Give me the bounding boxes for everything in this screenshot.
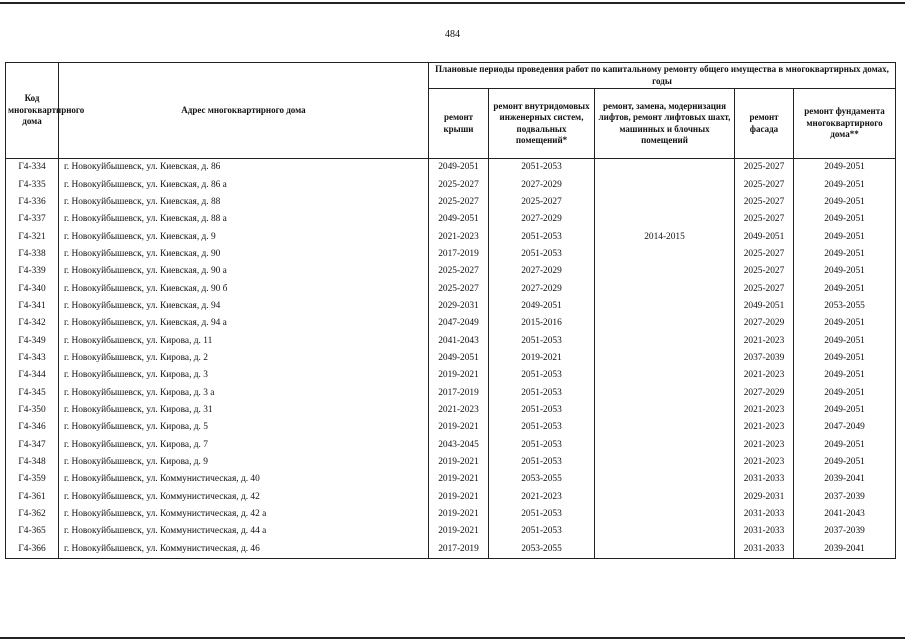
cell-code: Г4-339 xyxy=(6,263,59,280)
cell-roof: 2019-2021 xyxy=(429,454,489,471)
cell-address: г. Новокуйбышевск, ул. Киевская, д. 94 xyxy=(59,298,429,315)
cell-systems: 2051-2053 xyxy=(489,506,595,523)
cell-roof: 2025-2027 xyxy=(429,176,489,193)
cell-code: Г4-338 xyxy=(6,246,59,263)
cell-facade: 2025-2027 xyxy=(735,176,794,193)
cell-elevators xyxy=(595,315,735,332)
table-row xyxy=(6,211,896,228)
table-row xyxy=(6,489,896,506)
cell-foundation: 2049-2051 xyxy=(794,437,896,454)
cell-facade: 2025-2027 xyxy=(735,211,794,228)
cell-roof: 2021-2023 xyxy=(429,402,489,419)
cell-code: Г4-359 xyxy=(6,471,59,488)
cell-roof: 2049-2051 xyxy=(429,159,489,177)
cell-facade: 2021-2023 xyxy=(735,332,794,349)
cell-foundation: 2049-2051 xyxy=(794,176,896,193)
cell-address: г. Новокуйбышевск, ул. Киевская, д. 94 а xyxy=(59,315,429,332)
header-roof: ремонт крыши xyxy=(429,89,489,159)
cell-elevators xyxy=(595,419,735,436)
cell-roof: 2029-2031 xyxy=(429,298,489,315)
cell-elevators xyxy=(595,402,735,419)
cell-elevators xyxy=(595,332,735,349)
cell-facade: 2025-2027 xyxy=(735,263,794,280)
table-row xyxy=(6,263,896,280)
cell-foundation: 2049-2051 xyxy=(794,384,896,401)
cell-code: Г4-336 xyxy=(6,194,59,211)
table-body xyxy=(6,159,896,559)
cell-roof: 2021-2023 xyxy=(429,228,489,245)
header-foundation: ремонт фундамента многоквартирного дома** xyxy=(794,89,896,159)
cell-roof: 2017-2019 xyxy=(429,541,489,559)
cell-foundation: 2049-2051 xyxy=(794,350,896,367)
cell-elevators xyxy=(595,384,735,401)
cell-roof: 2049-2051 xyxy=(429,211,489,228)
cell-address: г. Новокуйбышевск, ул. Киевская, д. 90 б xyxy=(59,280,429,297)
cell-systems: 2015-2016 xyxy=(489,315,595,332)
cell-systems: 2051-2053 xyxy=(489,419,595,436)
cell-address: г. Новокуйбышевск, ул. Кирова, д. 11 xyxy=(59,332,429,349)
cell-foundation: 2049-2051 xyxy=(794,263,896,280)
cell-address: г. Новокуйбышевск, ул. Кирова, д. 3 а xyxy=(59,384,429,401)
cell-code: Г4-348 xyxy=(6,454,59,471)
cell-systems: 2051-2053 xyxy=(489,159,595,177)
cell-elevators xyxy=(595,211,735,228)
cell-elevators xyxy=(595,367,735,384)
cell-code: Г4-361 xyxy=(6,489,59,506)
cell-roof: 2019-2021 xyxy=(429,523,489,540)
cell-systems: 2027-2029 xyxy=(489,176,595,193)
cell-facade: 2021-2023 xyxy=(735,454,794,471)
cell-facade: 2027-2029 xyxy=(735,315,794,332)
cell-code: Г4-366 xyxy=(6,541,59,559)
table-row xyxy=(6,367,896,384)
cell-code: Г4-340 xyxy=(6,280,59,297)
cell-facade: 2021-2023 xyxy=(735,419,794,436)
cell-elevators xyxy=(595,437,735,454)
cell-systems: 2053-2055 xyxy=(489,541,595,559)
table-row xyxy=(6,298,896,315)
cell-roof: 2019-2021 xyxy=(429,367,489,384)
cell-roof: 2019-2021 xyxy=(429,489,489,506)
cell-facade: 2021-2023 xyxy=(735,437,794,454)
cell-address: г. Новокуйбышевск, ул. Киевская, д. 88 xyxy=(59,194,429,211)
cell-foundation: 2037-2039 xyxy=(794,489,896,506)
top-rule xyxy=(0,2,905,4)
cell-elevators xyxy=(595,159,735,177)
cell-code: Г4-321 xyxy=(6,228,59,245)
cell-elevators xyxy=(595,523,735,540)
cell-code: Г4-342 xyxy=(6,315,59,332)
cell-address: г. Новокуйбышевск, ул. Коммунистическая, д. 44 а xyxy=(59,523,429,540)
cell-address: г. Новокуйбышевск, ул. Киевская, д. 86 xyxy=(59,159,429,177)
cell-address: г. Новокуйбышевск, ул. Коммунистическая, д. 40 xyxy=(59,471,429,488)
cell-facade: 2027-2029 xyxy=(735,384,794,401)
cell-systems: 2027-2029 xyxy=(489,280,595,297)
cell-address: г. Новокуйбышевск, ул. Коммунистическая, д. 42 xyxy=(59,489,429,506)
table-row xyxy=(6,246,896,263)
cell-facade: 2049-2051 xyxy=(735,228,794,245)
cell-roof: 2025-2027 xyxy=(429,194,489,211)
cell-systems: 2019-2021 xyxy=(489,350,595,367)
cell-address: г. Новокуйбышевск, ул. Киевская, д. 88 а xyxy=(59,211,429,228)
cell-facade: 2031-2033 xyxy=(735,541,794,559)
cell-code: Г4-341 xyxy=(6,298,59,315)
cell-code: Г4-350 xyxy=(6,402,59,419)
cell-address: г. Новокуйбышевск, ул. Кирова, д. 5 xyxy=(59,419,429,436)
cell-address: г. Новокуйбышевск, ул. Кирова, д. 9 xyxy=(59,454,429,471)
cell-roof: 2041-2043 xyxy=(429,332,489,349)
cell-systems: 2051-2053 xyxy=(489,523,595,540)
cell-facade: 2031-2033 xyxy=(735,471,794,488)
cell-foundation: 2047-2049 xyxy=(794,419,896,436)
cell-code: Г4-349 xyxy=(6,332,59,349)
cell-foundation: 2039-2041 xyxy=(794,471,896,488)
cell-elevators xyxy=(595,541,735,559)
cell-foundation: 2049-2051 xyxy=(794,402,896,419)
cell-systems: 2027-2029 xyxy=(489,211,595,228)
cell-elevators xyxy=(595,489,735,506)
table-row xyxy=(6,350,896,367)
cell-roof: 2017-2019 xyxy=(429,384,489,401)
cell-systems: 2051-2053 xyxy=(489,437,595,454)
cell-roof: 2019-2021 xyxy=(429,419,489,436)
cell-address: г. Новокуйбышевск, ул. Кирова, д. 7 xyxy=(59,437,429,454)
table-row xyxy=(6,523,896,540)
table-row xyxy=(6,332,896,349)
cell-foundation: 2041-2043 xyxy=(794,506,896,523)
header-address: Адрес многоквартирного дома xyxy=(59,63,429,159)
cell-code: Г4-334 xyxy=(6,159,59,177)
cell-foundation: 2049-2051 xyxy=(794,159,896,177)
cell-roof: 2025-2027 xyxy=(429,280,489,297)
table-row xyxy=(6,176,896,193)
cell-facade: 2031-2033 xyxy=(735,523,794,540)
page-number: 484 xyxy=(445,29,460,40)
cell-foundation: 2053-2055 xyxy=(794,298,896,315)
cell-code: Г4-362 xyxy=(6,506,59,523)
header-code: Код многоквартирного дома xyxy=(6,63,59,159)
cell-roof: 2047-2049 xyxy=(429,315,489,332)
cell-foundation: 2049-2051 xyxy=(794,367,896,384)
cell-roof: 2019-2021 xyxy=(429,506,489,523)
cell-elevators xyxy=(595,454,735,471)
cell-roof: 2043-2045 xyxy=(429,437,489,454)
cell-foundation: 2037-2039 xyxy=(794,523,896,540)
cell-systems: 2051-2053 xyxy=(489,332,595,349)
cell-systems: 2051-2053 xyxy=(489,402,595,419)
cell-address: г. Новокуйбышевск, ул. Киевская, д. 9 xyxy=(59,228,429,245)
cell-code: Г4-347 xyxy=(6,437,59,454)
table-row xyxy=(6,402,896,419)
cell-facade: 2049-2051 xyxy=(735,298,794,315)
cell-code: Г4-345 xyxy=(6,384,59,401)
cell-code: Г4-344 xyxy=(6,367,59,384)
cell-foundation: 2049-2051 xyxy=(794,332,896,349)
cell-elevators xyxy=(595,471,735,488)
table-row xyxy=(6,541,896,559)
cell-elevators xyxy=(595,350,735,367)
cell-facade: 2037-2039 xyxy=(735,350,794,367)
header-group: Плановые периоды проведения работ по капитальному ремонту общего имущества в многоквартирных домах, годы xyxy=(429,63,896,89)
cell-facade: 2021-2023 xyxy=(735,367,794,384)
cell-foundation: 2049-2051 xyxy=(794,194,896,211)
cell-foundation: 2049-2051 xyxy=(794,454,896,471)
cell-systems: 2021-2023 xyxy=(489,489,595,506)
cell-foundation: 2049-2051 xyxy=(794,211,896,228)
cell-facade: 2021-2023 xyxy=(735,402,794,419)
cell-systems: 2051-2053 xyxy=(489,228,595,245)
cell-address: г. Новокуйбышевск, ул. Коммунистическая, д. 42 а xyxy=(59,506,429,523)
cell-elevators xyxy=(595,263,735,280)
table-row xyxy=(6,384,896,401)
cell-systems: 2051-2053 xyxy=(489,246,595,263)
cell-elevators xyxy=(595,280,735,297)
cell-systems: 2051-2053 xyxy=(489,454,595,471)
cell-foundation: 2039-2041 xyxy=(794,541,896,559)
cell-elevators xyxy=(595,246,735,263)
table-row xyxy=(6,454,896,471)
cell-systems: 2025-2027 xyxy=(489,194,595,211)
cell-code: Г4-365 xyxy=(6,523,59,540)
cell-facade: 2025-2027 xyxy=(735,246,794,263)
cell-elevators: 2014-2015 xyxy=(595,228,735,245)
table-row xyxy=(6,280,896,297)
cell-roof: 2019-2021 xyxy=(429,471,489,488)
table-row xyxy=(6,194,896,211)
table-row xyxy=(6,228,896,245)
table-row xyxy=(6,437,896,454)
cell-code: Г4-335 xyxy=(6,176,59,193)
table-row xyxy=(6,315,896,332)
cell-systems: 2051-2053 xyxy=(489,367,595,384)
cell-address: г. Новокуйбышевск, ул. Кирова, д. 3 xyxy=(59,367,429,384)
cell-foundation: 2049-2051 xyxy=(794,280,896,297)
cell-address: г. Новокуйбышевск, ул. Киевская, д. 86 а xyxy=(59,176,429,193)
cell-facade: 2025-2027 xyxy=(735,159,794,177)
table-row xyxy=(6,471,896,488)
cell-address: г. Новокуйбышевск, ул. Коммунистическая, д. 46 xyxy=(59,541,429,559)
header-systems: ремонт внутридомовых инженерных систем, подвальных помещений* xyxy=(489,89,595,159)
cell-systems: 2051-2053 xyxy=(489,384,595,401)
cell-systems: 2049-2051 xyxy=(489,298,595,315)
cell-elevators xyxy=(595,298,735,315)
bottom-rule xyxy=(0,637,905,639)
cell-code: Г4-343 xyxy=(6,350,59,367)
cell-roof: 2025-2027 xyxy=(429,263,489,280)
header-elevators: ремонт, замена, модернизация лифтов, ремонт лифтовых шахт, машинных и блочных помещений xyxy=(595,89,735,159)
cell-roof: 2049-2051 xyxy=(429,350,489,367)
cell-address: г. Новокуйбышевск, ул. Кирова, д. 31 xyxy=(59,402,429,419)
cell-elevators xyxy=(595,194,735,211)
cell-roof: 2017-2019 xyxy=(429,246,489,263)
cell-systems: 2027-2029 xyxy=(489,263,595,280)
cell-facade: 2029-2031 xyxy=(735,489,794,506)
cell-foundation: 2049-2051 xyxy=(794,315,896,332)
cell-code: Г4-346 xyxy=(6,419,59,436)
cell-facade: 2031-2033 xyxy=(735,506,794,523)
table-row xyxy=(6,159,896,177)
capital-repair-table xyxy=(5,62,896,559)
table-row xyxy=(6,419,896,436)
cell-address: г. Новокуйбышевск, ул. Киевская, д. 90 xyxy=(59,246,429,263)
cell-systems: 2053-2055 xyxy=(489,471,595,488)
cell-foundation: 2049-2051 xyxy=(794,228,896,245)
cell-address: г. Новокуйбышевск, ул. Киевская, д. 90 а xyxy=(59,263,429,280)
cell-elevators xyxy=(595,506,735,523)
cell-facade: 2025-2027 xyxy=(735,280,794,297)
cell-elevators xyxy=(595,176,735,193)
cell-code: Г4-337 xyxy=(6,211,59,228)
cell-facade: 2025-2027 xyxy=(735,194,794,211)
table-header xyxy=(6,63,896,159)
cell-foundation: 2049-2051 xyxy=(794,246,896,263)
table-row xyxy=(6,506,896,523)
cell-address: г. Новокуйбышевск, ул. Кирова, д. 2 xyxy=(59,350,429,367)
header-facade: ремонт фасада xyxy=(735,89,794,159)
